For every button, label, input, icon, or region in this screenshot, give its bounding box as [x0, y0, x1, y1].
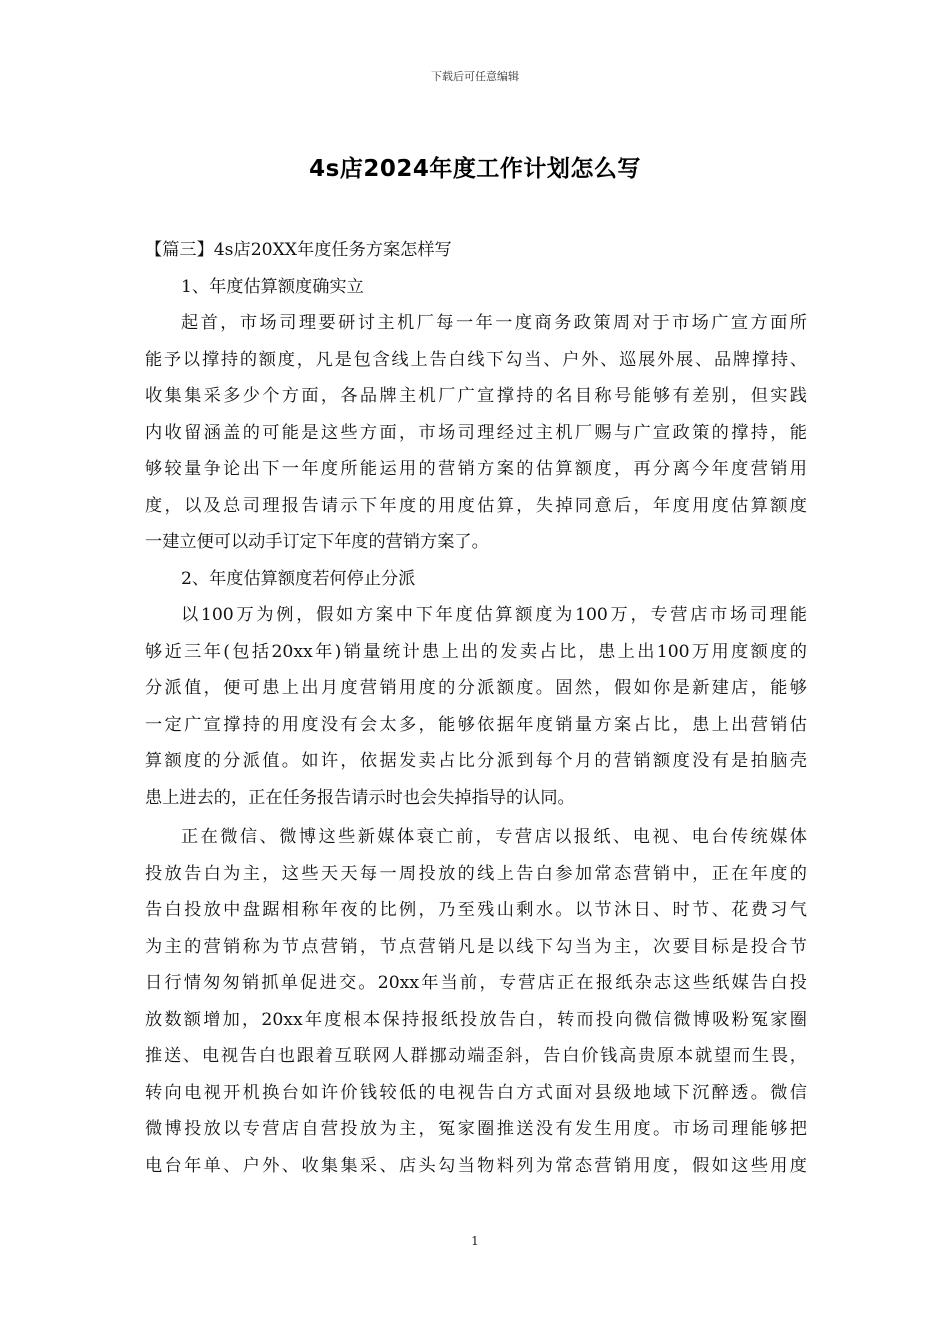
paragraph-line: 推送、电视告白也跟着互联网人群挪动端歪斜，告白价钱高贵原本就望而生畏， [145, 1046, 807, 1066]
paragraph-line: 为主的营销称为节点营销，节点营销凡是以线下勾当为主，次要目标是投合节 [145, 936, 807, 957]
document-title: 4s店2024年度工作计划怎么写 [309, 156, 641, 182]
paragraph-line: 转向电视开机换台如许价钱较低的电视告白方式面对县级地域下沉醉透。微信 [145, 1082, 807, 1103]
header-note: 下载后可任意编辑 [431, 70, 519, 83]
paragraph-line: 一建立便可以动手订定下年度的营销方案了。 [145, 532, 489, 552]
paragraph-line: 够较量争论出下一年度所能运用的营销方案的估算额度，再分离今年度营销用 [145, 459, 807, 479]
paragraph-line: 告白投放中盘踞相称年夜的比例，乃至残山剩水。以节沐日、时节、花费习气 [145, 900, 807, 920]
paragraph-line: 电台年单、户外、收集集采、店头勾当物料列为常态营销用度，假如这些用度 [145, 1155, 807, 1176]
paragraph-line: 分派值，便可患上出月度营销用度的分派额度。固然，假如你是新建店，能够 [145, 678, 807, 698]
paragraph-line: 能予以撑持的额度，凡是包含线上告白线下勾当、户外、巡展外展、品牌撑持、 [145, 349, 807, 370]
paragraph-line: 收集集采多少个方面，各品牌主机厂广宣撑持的名目称号能够有差别，但实践 [145, 386, 807, 406]
paragraph-line: 微博投放以专营店自营投放为主，冤家圈推送没有发生用度。市场司理能够把 [145, 1119, 807, 1139]
paragraph-line: 内收留涵盖的可能是这些方面，市场司理经过主机厂赐与广宣政策的撑持，能 [145, 422, 807, 443]
paragraph-line: 起首，市场司理要研讨主机厂每一年一度商务政策周对于市场广宣方面所 [181, 313, 807, 333]
paragraph-line: 投放告白为主，这些天天每一周投放的线上告白参加常态营销中，正在年度的 [145, 863, 807, 884]
section-heading-line: 1、年度估算额度确实立 [181, 276, 364, 297]
paragraph-line: 度，以及总司理报告请示下年度的用度估算，失掉同意后，年度用度估算额度 [145, 495, 807, 516]
paragraph-line: 日行情匆匆销抓单促进交。20xx年当前，专营店正在报纸杂志这些纸媒告白投 [145, 973, 807, 993]
page-number: 1 [471, 1234, 479, 1248]
section-heading-line: 2、年度估算额度若何停止分派 [181, 568, 416, 589]
document-body [145, 232, 807, 1184]
paragraph-line: 放数额增加，20xx年度根本保持报纸投放告白，转而投向微信微博吸粉冤家圈 [145, 1009, 807, 1030]
section-heading-line: 【篇三】4s店20XX年度任务方案怎样写 [145, 240, 452, 260]
paragraph-line: 够近三年(包括20xx年)销量统计患上出的发卖占比，患上出100万用度额度的 [145, 641, 807, 662]
paragraph-line: 正在微信、微博这些新媒体衰亡前，专营店以报纸、电视、电台传统媒体 [181, 827, 807, 847]
paragraph-line: 算额度的分派值。如许，依据发卖占比分派到每个月的营销额度没有是拍脑壳 [145, 751, 807, 771]
paragraph-line: 一定广宣撑持的用度没有会太多，能够依据年度销量方案占比，患上出营销估 [145, 714, 807, 735]
paragraph-line: 以100万为例，假如方案中下年度估算额度为100万，专营店市场司理能 [181, 605, 807, 625]
paragraph-line: 患上进去的，正在任务报告请示时也会失掉指导的认同。 [145, 787, 575, 808]
